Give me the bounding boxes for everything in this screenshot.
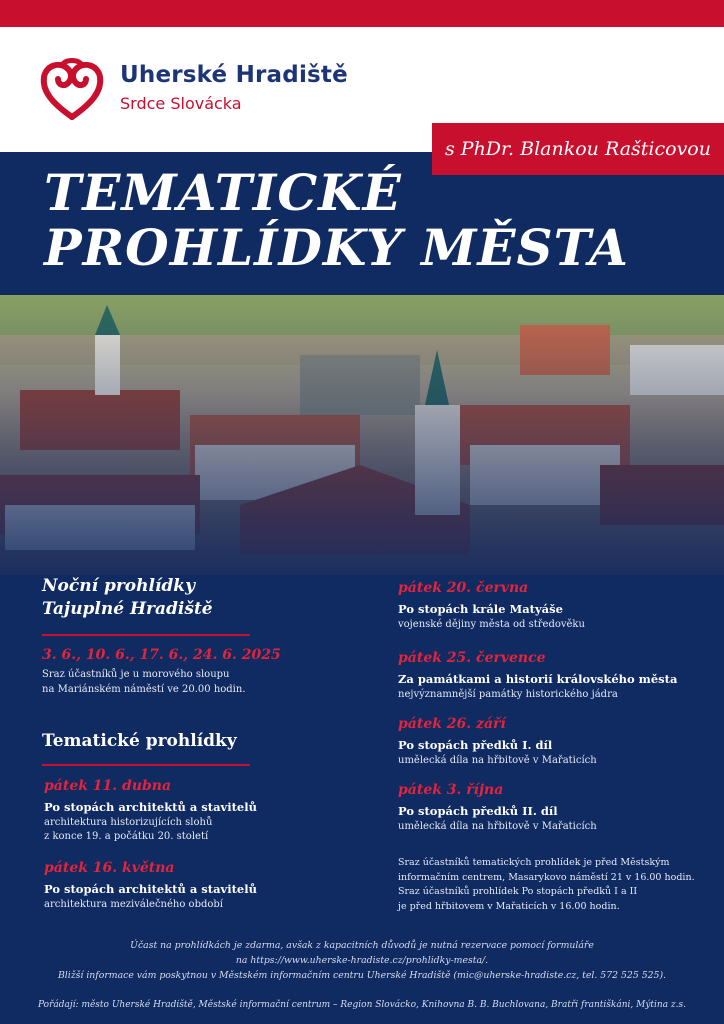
brand-tagline: Srdce Slovácka (120, 94, 242, 113)
footer-line-1: Účast na prohlídkách je zdarma, avšak z kapacitních důvodů je nutná rezervace pomocí formuláře (130, 940, 594, 951)
event-subtitle: architektura historizujících slohů (44, 817, 213, 828)
night-tours-heading (42, 575, 213, 621)
event-date: pátek 3. října (398, 782, 504, 798)
meeting-note-line: Sraz účastníků tematických prohlídek je před Městským (398, 857, 670, 868)
event-title: Za památkami a historií královského města (398, 672, 678, 686)
meeting-note-line: je před hřbitovem v Mařaticích v 16.00 hodin. (398, 900, 620, 912)
guide-banner: s PhDr. Blankou Rašticovou (432, 123, 724, 175)
event-date: pátek 16. května (44, 860, 175, 876)
photo-illustration (0, 295, 724, 575)
event-subtitle: umělecká díla na hřbitově v Mařaticích (398, 821, 597, 832)
footer-info (20, 938, 704, 983)
event-title: Po stopách krále Matyáše (398, 602, 563, 616)
main-title (44, 165, 629, 275)
event-title: Po stopách architektů a stavitelů (44, 882, 257, 896)
meeting-note (398, 856, 695, 914)
footer-line-2: na https://www.uherske-hradiste.cz/prohlidky-mesta/. (235, 955, 489, 966)
event-title: Po stopách předků I. díl (398, 738, 553, 752)
divider (42, 634, 250, 636)
event-subtitle: z konce 19. a počátku 20. století (44, 831, 209, 842)
night-meet-line-1: Sraz účastníků je u morového sloupu (42, 669, 230, 680)
thematic-heading: Tematické prohlídky (42, 731, 237, 751)
night-heading-line-1: Noční prohlídky (42, 576, 195, 596)
event-title: Po stopách architektů a stavitelů (44, 800, 257, 814)
night-tour-dates: 3. 6., 10. 6., 17. 6., 24. 6. 2025 (42, 647, 281, 663)
divider (42, 764, 250, 766)
event-date: pátek 25. července (398, 650, 546, 666)
event-subtitle: architektura meziválečného období (44, 899, 223, 910)
heart-logo-icon (38, 55, 106, 123)
event-subtitle: vojenské dějiny města od středověku (398, 619, 585, 630)
event-title: Po stopách předků II. díl (398, 804, 558, 818)
brand-name: Uherské Hradiště (120, 62, 348, 88)
night-heading-line-2: Tajuplné Hradiště (42, 599, 213, 619)
event-date: pátek 11. dubna (44, 778, 172, 794)
title-line-1: TEMATICKÉ (44, 163, 402, 222)
event-subtitle: nejvýznamnější památky historického jádra (398, 689, 618, 700)
meeting-note-line: informačním centrem, Masarykovo náměstí 21 v 16.00 hodin. (398, 871, 695, 883)
footer-line-3: Bližší informace vám poskytnou v Městském informačním centru Uherské Hradiště (mic@uherske-hradiste.cz, tel. 572 525 525). (57, 970, 667, 981)
top-red-stripe (0, 0, 724, 27)
event-subtitle: umělecká díla na hřbitově v Mařaticích (398, 755, 597, 766)
night-meet-info (42, 667, 246, 697)
organizers: Pořádají: město Uherské Hradiště, Městské informační centrum – Region Slovácko, Knihovna B. B. Buchlovana, Bratři františkáni, Mýtina z.s. (37, 1000, 687, 1010)
meeting-note-line: Sraz účastníků prohlídek Po stopách předků I a II (398, 886, 638, 897)
title-line-2: PROHLÍDKY MĚSTA (44, 218, 629, 277)
event-date: pátek 20. června (398, 580, 529, 596)
aerial-town-photo (0, 295, 724, 575)
night-meet-line-2: na Mariánském náměstí ve 20.00 hodin. (42, 684, 246, 695)
event-date: pátek 26. září (398, 716, 506, 732)
